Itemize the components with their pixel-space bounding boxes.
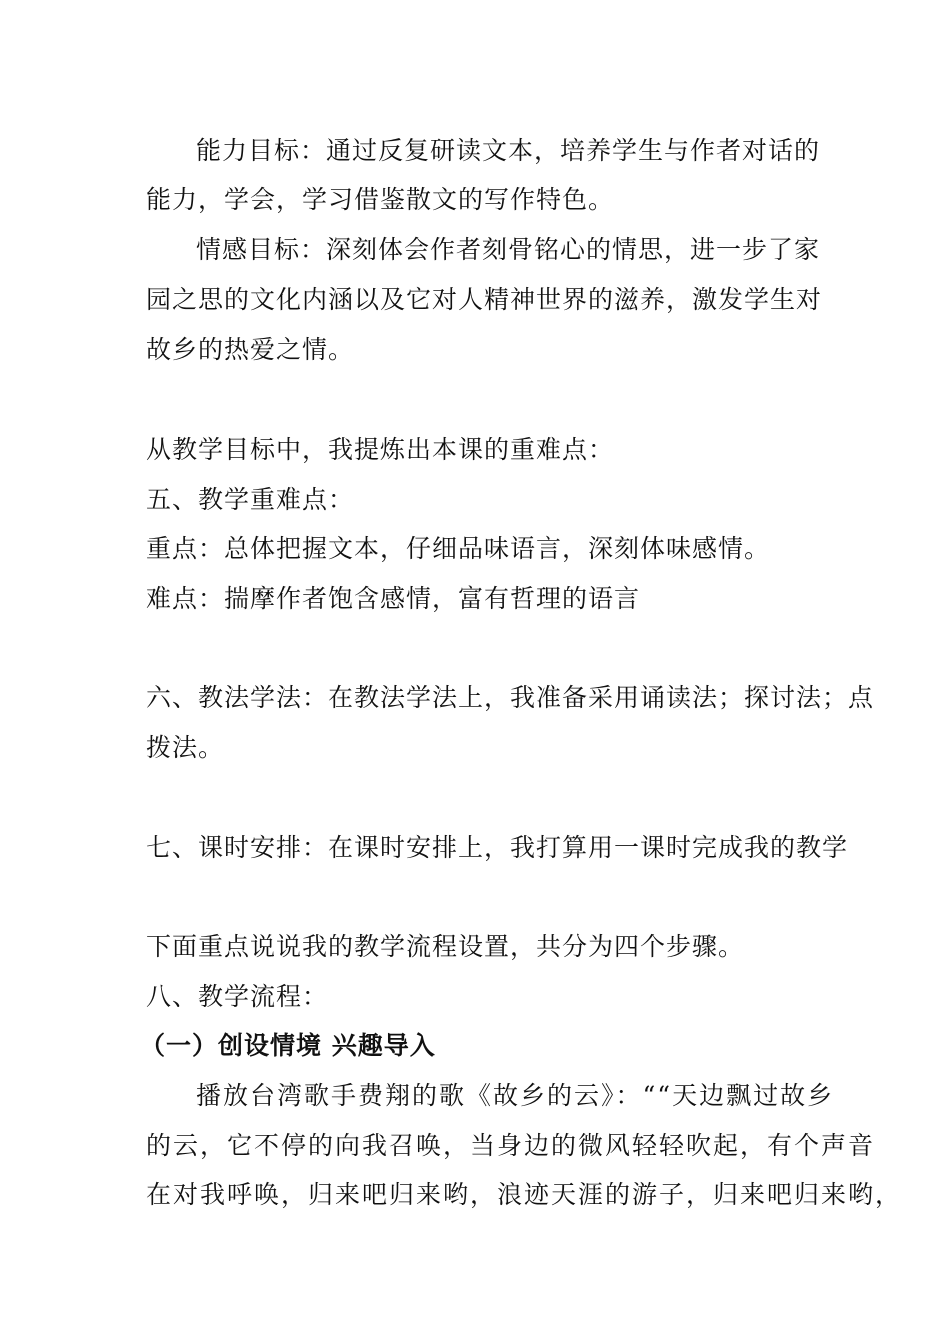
section-five-heading: 五、教学重难点： [146, 485, 355, 514]
emotion-goal-line-2: 园之思的文化内涵以及它对人精神世界的滋养，激发学生对 [146, 285, 823, 314]
emotion-goal-line-3: 故乡的热爱之情。 [146, 335, 355, 364]
ability-goal-line-1: 能力目标：通过反复研读文本，培养学生与作者对话的 [196, 136, 821, 165]
section-eight-heading: 八、教学流程： [146, 982, 329, 1011]
step-one-heading: （一）创设情境 兴趣导入 [140, 1031, 436, 1060]
song-paragraph-line-2: 的云，它不停的向我召唤，当身边的微风轻轻吹起，有个声音 [146, 1131, 876, 1160]
emotion-goal-line-1: 情感目标：深刻体会作者刻骨铭心的情思，进一步了家 [196, 235, 821, 264]
key-points-intro: 从教学目标中，我提炼出本课的重难点： [146, 435, 615, 464]
song-paragraph-line-1: 播放台湾歌手费翔的歌《故乡的云》：““天边飘过故乡 [196, 1081, 835, 1110]
ability-goal-line-2: 能力，学会，学习借鉴散文的写作特色。 [146, 185, 615, 214]
key-point-line: 重点：总体把握文本，仔细品味语言，深刻体味感情。 [146, 534, 771, 563]
process-intro-line: 下面重点说说我的教学流程设置，共分为四个步骤。 [146, 932, 745, 961]
difficult-point-line: 难点：揣摩作者饱含感情，富有哲理的语言 [146, 584, 641, 613]
song-paragraph-line-3: 在对我呼唤，归来吧归来哟，浪迹天涯的游子，归来吧归来哟， [146, 1180, 903, 1209]
section-seven-line: 七、课时安排：在课时安排上，我打算用一课时完成我的教学 [146, 833, 849, 862]
section-six-line-1: 六、教法学法：在教法学法上，我准备采用诵读法；探讨法；点 [146, 683, 875, 712]
section-six-line-2: 拨法。 [146, 733, 225, 762]
